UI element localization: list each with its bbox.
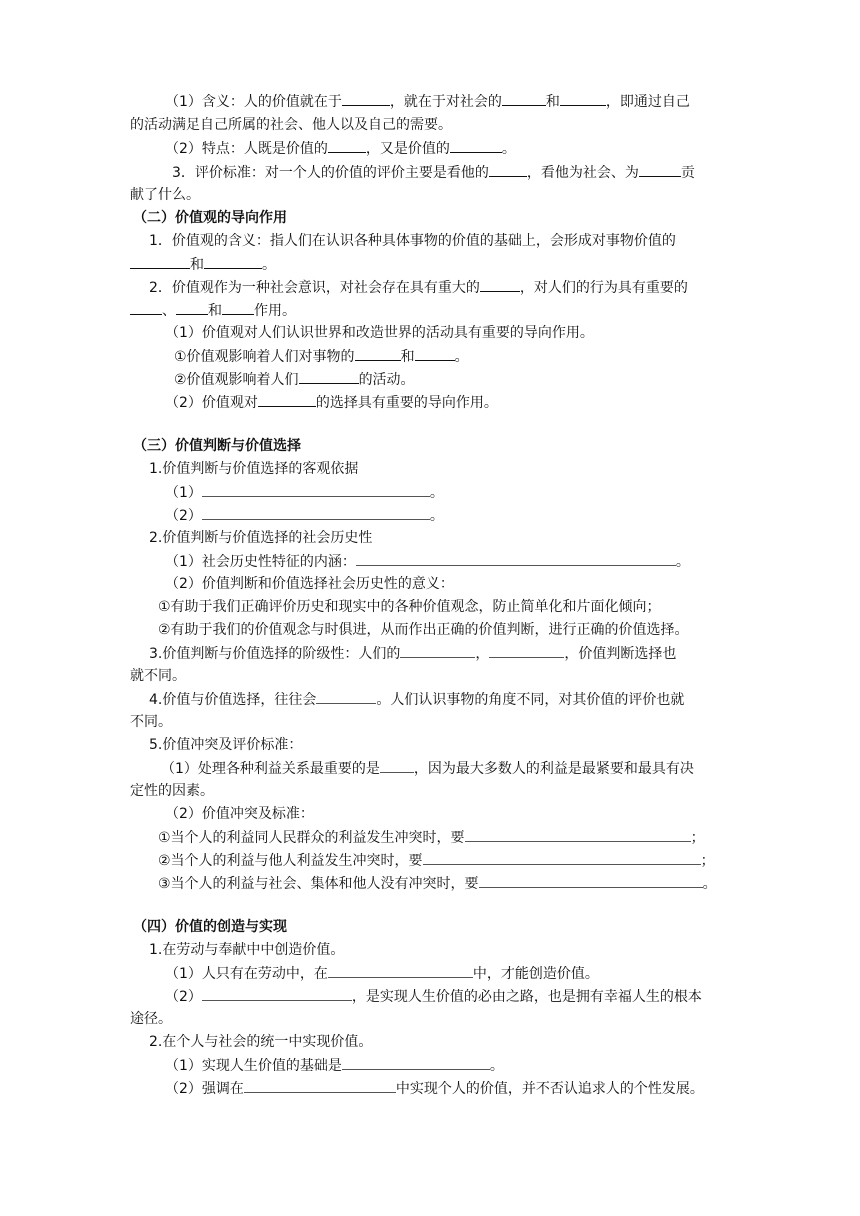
line-text: 。: [262, 257, 276, 273]
text-line: [130, 300, 296, 320]
line-text: ②有助于我们的价值观念与时俱进，从而作出正确的价值判断，进行正确的价值选择。: [158, 622, 689, 638]
line-text: 作用。: [254, 303, 296, 319]
fill-in-blank[interactable]: [316, 689, 376, 704]
line-text: （2）强调在: [165, 1081, 244, 1097]
fill-in-blank[interactable]: [465, 827, 691, 842]
text-line: [158, 850, 715, 870]
text-line: [165, 323, 594, 343]
line-text: 和: [190, 257, 204, 273]
line-text: （2）特点：人既是价值的: [165, 141, 328, 157]
fill-in-blank[interactable]: [415, 346, 455, 361]
line-text: 的活动满足自己所属的社会、他人以及自己的需要。: [130, 117, 452, 133]
line-text: 、: [162, 303, 176, 319]
line-text: 1.在劳动与奉献中中创造价值。: [149, 942, 345, 958]
line-text: ，看他为社会、为: [526, 165, 639, 181]
line-text: 。: [702, 876, 717, 892]
line-text: 。: [429, 485, 444, 501]
text-line: [165, 505, 444, 525]
line-text: 和: [208, 303, 222, 319]
line-text: 。: [429, 508, 444, 524]
line-text: （1）处理各种利益关系最重要的是: [161, 761, 380, 777]
line-text: （四）价值的创造与实现: [133, 919, 287, 935]
line-text: 1.价值判断与价值选择的客观依据: [149, 461, 359, 477]
fill-in-blank[interactable]: [356, 551, 676, 566]
line-text: （2）: [165, 508, 202, 524]
text-line: [130, 781, 214, 801]
text-line: [165, 804, 314, 824]
text-line: [149, 643, 676, 663]
text-line: [149, 1032, 372, 1052]
fill-in-blank[interactable]: [202, 505, 430, 520]
text-line: [149, 689, 684, 709]
line-text: 3．评价标准：对一个人的价值的评价主要是看他的: [172, 165, 489, 181]
text-line: [174, 369, 415, 389]
text-line: [130, 115, 452, 135]
line-text: ①当个人的利益同人民群众的利益发生冲突时，要: [158, 830, 465, 846]
line-text: （1）社会历史性特征的内涵：: [165, 554, 356, 570]
line-text: （二）价值观的导向作用: [133, 210, 287, 226]
fill-in-blank[interactable]: [502, 91, 546, 106]
line-text: （1）: [165, 485, 202, 501]
text-line: [174, 346, 469, 366]
line-text: ，又是价值的: [365, 141, 450, 157]
line-text: （2）: [165, 989, 202, 1005]
line-text: ①有助于我们正确评价历史和现实中的各种价值观念，防止简单化和片面化倾向；: [158, 599, 661, 615]
line-text: 。: [675, 554, 690, 570]
fill-in-blank[interactable]: [479, 873, 703, 888]
line-text: （2）价值观对: [165, 395, 258, 411]
line-text: 。: [489, 1058, 504, 1074]
fill-in-blank[interactable]: [480, 277, 520, 292]
line-text: 就不同。: [130, 668, 186, 684]
fill-in-blank[interactable]: [489, 643, 564, 658]
section-heading: [133, 436, 301, 456]
line-text: 。人们认识事物的角度不同，对其价值的评价也就: [376, 692, 685, 708]
line-text: ，因为最大多数人的利益是最紧要和最具有决: [413, 761, 694, 777]
text-line: [149, 459, 358, 479]
text-line: [165, 986, 702, 1006]
text-line: [165, 1078, 704, 1098]
fill-in-blank[interactable]: [423, 850, 701, 865]
line-text: 1．价值观的含义：指人们在认识各种具体事物的价值的基础上，会形成对事物价值的: [149, 233, 676, 249]
line-text: 献了什么。: [130, 187, 200, 203]
line-text: 5.价值冲突及评价标准：: [149, 737, 303, 753]
line-text: ②价值观影响着人们: [174, 372, 299, 388]
line-text: 的选择具有重要的导向作用。: [315, 395, 498, 411]
text-line: [161, 758, 694, 778]
section-heading: [133, 208, 287, 228]
fill-in-blank[interactable]: [342, 91, 390, 106]
line-text: （1）实现人生价值的基础是: [165, 1058, 342, 1074]
line-text: 2.价值判断与价值选择的社会历史性: [149, 530, 373, 546]
line-text: ，即通过自己: [605, 94, 690, 110]
line-text: 中实现个人的价值，并不否认追求人的个性发展。: [395, 1081, 704, 1097]
line-text: 2.在个人与社会的统一中实现价值。: [149, 1034, 373, 1050]
line-text: 3.价值判断与价值选择的阶级性：人们的: [149, 646, 401, 662]
text-line: [130, 712, 172, 732]
text-line: [158, 597, 661, 617]
text-line: [130, 254, 276, 274]
fill-in-blank[interactable]: [328, 138, 366, 153]
fill-in-blank[interactable]: [202, 986, 352, 1001]
line-text: （2）价值冲突及标准：: [165, 806, 314, 822]
line-text: ，: [475, 646, 490, 662]
text-line: [149, 528, 372, 548]
text-line: [149, 277, 688, 297]
text-line: [130, 666, 186, 686]
fill-in-blank[interactable]: [299, 369, 359, 384]
text-line: [165, 482, 444, 502]
fill-in-blank[interactable]: [130, 254, 190, 269]
line-text: 。: [501, 141, 516, 157]
line-text: 4.价值与价值选择，往往会: [149, 692, 317, 708]
fill-in-blank[interactable]: [380, 758, 414, 773]
fill-in-blank[interactable]: [258, 392, 316, 407]
text-line: [165, 1055, 504, 1075]
line-text: 2．价值观作为一种社会意识，对社会存在具有重大的: [149, 280, 480, 296]
line-text: ，就在于对社会的: [389, 94, 502, 110]
text-line: [130, 185, 200, 205]
line-text: 和: [400, 349, 415, 365]
line-text: ；: [690, 830, 705, 846]
line-text: （三）价值判断与价值选择: [133, 438, 301, 454]
line-text: 不同。: [130, 714, 172, 730]
line-text: ②当个人的利益与他人利益发生冲突时，要: [158, 853, 423, 869]
line-text: 。: [454, 349, 469, 365]
line-text: （1）人只有在劳动中，在: [165, 966, 328, 982]
text-line: [158, 873, 717, 893]
text-line: [172, 162, 695, 182]
text-line: [130, 1009, 172, 1029]
text-line: [158, 827, 705, 847]
text-line: [158, 620, 689, 640]
line-text: （1）含义：人的价值就在于: [165, 94, 342, 110]
line-text: （2）价值判断和价值选择社会历史性的意义：: [165, 576, 454, 592]
line-text: （1）价值观对人们认识世界和改造世界的活动具有重要的导向作用。: [165, 325, 594, 341]
fill-in-blank[interactable]: [450, 138, 502, 153]
fill-in-blank[interactable]: [342, 1055, 490, 1070]
text-line: [149, 231, 676, 251]
fill-in-blank[interactable]: [355, 346, 401, 361]
section-heading: [133, 917, 287, 937]
line-text: ，是实现人生价值的必由之路，也是拥有幸福人生的根本: [351, 989, 702, 1005]
line-text: ；: [700, 853, 715, 869]
line-text: 定性的因素。: [130, 783, 214, 799]
text-line: [165, 392, 498, 412]
text-line: [165, 963, 599, 983]
fill-in-blank[interactable]: [328, 963, 473, 978]
line-text: 途径。: [130, 1011, 172, 1027]
fill-in-blank[interactable]: [176, 300, 208, 315]
line-text: 和: [545, 94, 560, 110]
line-text: ③当个人的利益与社会、集体和他人没有冲突时，要: [158, 876, 479, 892]
text-line: [165, 551, 690, 571]
fill-in-blank[interactable]: [130, 300, 162, 315]
line-text: 的活动。: [358, 372, 415, 388]
fill-in-blank[interactable]: [204, 254, 262, 269]
fill-in-blank[interactable]: [244, 1078, 396, 1093]
fill-in-blank[interactable]: [560, 91, 606, 106]
text-line: [165, 91, 690, 111]
line-text: ，对人们的行为具有重要的: [519, 280, 688, 296]
fill-in-blank[interactable]: [639, 162, 681, 177]
line-text: ①价值观影响着人们对事物的: [174, 349, 355, 365]
fill-in-blank[interactable]: [489, 162, 527, 177]
text-line: [149, 940, 344, 960]
text-line: [165, 574, 454, 594]
line-text: 中，才能创造价值。: [472, 966, 599, 982]
line-text: ，价值判断选择也: [564, 646, 677, 662]
text-line: [149, 735, 302, 755]
text-line: [165, 138, 516, 158]
line-text: 贡: [680, 165, 695, 181]
fill-in-blank[interactable]: [400, 643, 475, 658]
fill-in-blank[interactable]: [222, 300, 254, 315]
fill-in-blank[interactable]: [202, 482, 430, 497]
